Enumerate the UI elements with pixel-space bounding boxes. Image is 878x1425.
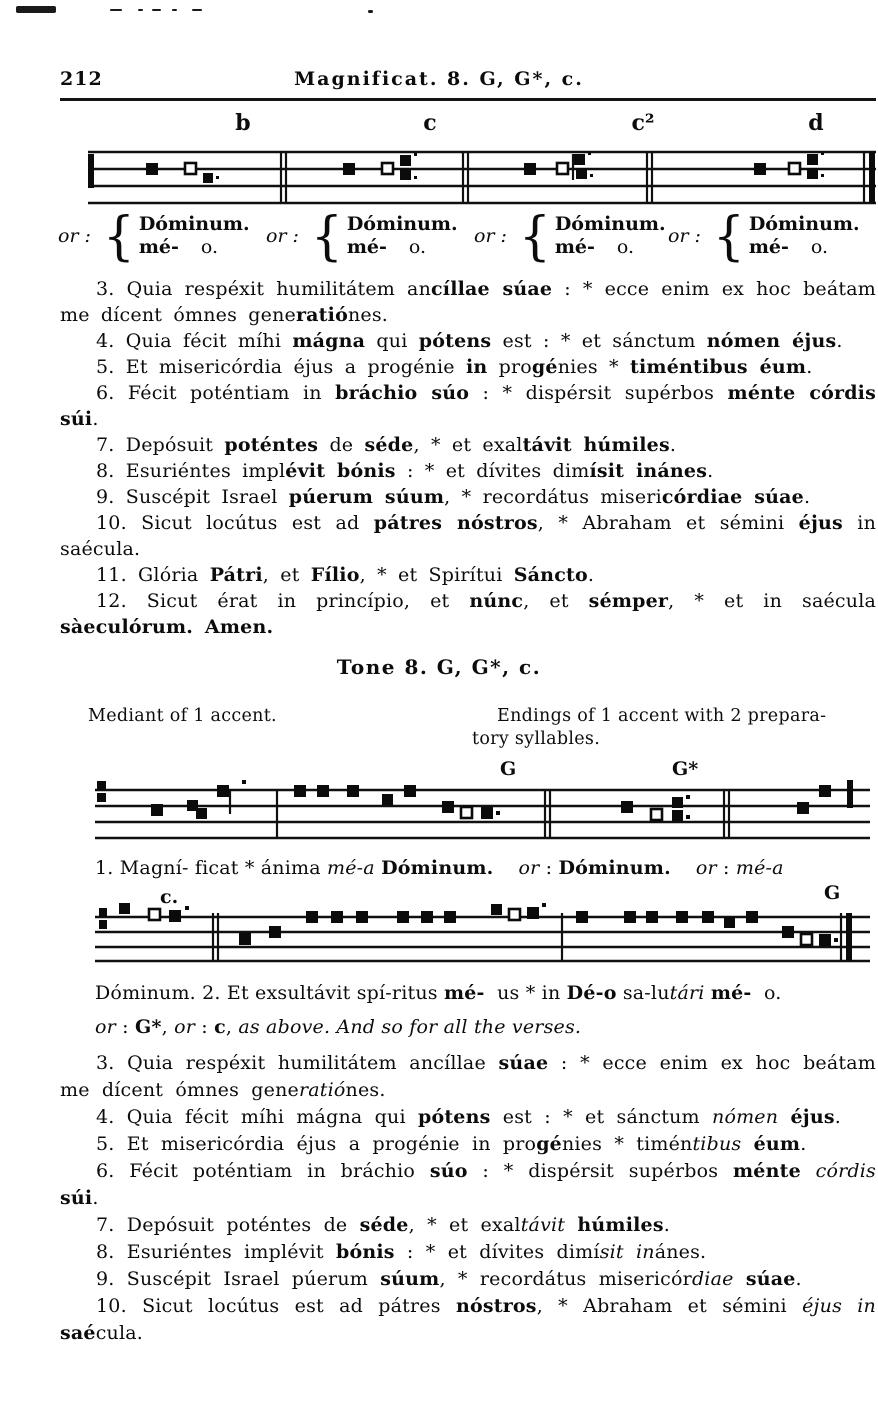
verse-6: 6. Fécit poténtiam in bráchio súo : * dispérsit supérbos ménte córdis súi. bbox=[60, 1160, 876, 1209]
verse-5: 5. Et misericórdia éjus a progénie in progénies * timéntibus éum. bbox=[96, 1133, 807, 1155]
curly-brace: { bbox=[311, 205, 343, 267]
or-choices bbox=[749, 213, 860, 259]
scan-artifact bbox=[110, 9, 122, 11]
verse-9: 9. Suscépit Israel púerum súum, * recordátus misericórdiae súae. bbox=[96, 486, 811, 508]
or-choice-meo: mé- o. bbox=[748, 236, 829, 258]
page-number: 212 bbox=[60, 68, 103, 90]
or-label: or : bbox=[266, 225, 306, 247]
or-alternative-c bbox=[266, 205, 458, 267]
or-choices bbox=[555, 213, 666, 259]
endings-caption-line1: Endings of 1 accent with 2 prepara- bbox=[497, 706, 827, 726]
verses-lower bbox=[60, 1050, 876, 1347]
scan-artifact bbox=[152, 9, 161, 11]
or-choice-dominum: Dóminum. bbox=[748, 213, 860, 235]
verse-8: 8. Esuriéntes implévit bónis : * et dívites dimísit inánes. bbox=[96, 460, 714, 482]
or-choices bbox=[139, 213, 250, 259]
ending-label-c: c bbox=[423, 110, 437, 136]
ending-label-c-dot: c. bbox=[160, 886, 179, 908]
verse-7: 7. Depósuit poténtes de séde, * et exaltávit húmiles. bbox=[96, 1214, 670, 1236]
verse-3: 3. Quia respéxit humilitátem ancíllae súae : * ecce enim ex hoc beátam me dícent ómnes generatiónes. bbox=[60, 1052, 876, 1101]
verse-12: 12. Sicut érat in princípio, et núnc, et sémper, * et in saécula sàeculórum. Amen. bbox=[60, 590, 877, 638]
chant-text-verse1: 1. Magní- ficat * ánima mé-a Dóminum. or : Dóminum. or : mé-a bbox=[95, 857, 784, 879]
or-alternative-c2 bbox=[474, 205, 666, 267]
or-choice-meo: mé- o. bbox=[346, 236, 427, 258]
endings-caption-line2: tory syllables. bbox=[472, 729, 601, 749]
verse-6: 6. Fécit poténtiam in bráchio súo : * dispérsit supérbos ménte córdis súi. bbox=[60, 382, 876, 430]
ending-label-d: d bbox=[808, 110, 824, 136]
mediant-caption: Mediant of 1 accent. bbox=[88, 706, 277, 726]
tone-heading: Tone 8. G, G*, c. bbox=[336, 655, 542, 679]
or-label: or : bbox=[668, 225, 708, 247]
chant-text-verse2: Dóminum. 2. Et exsultávit spí-ritus mé- us * in Dé-o sa-lutári mé- o. bbox=[95, 982, 782, 1004]
chant-staff-endings bbox=[88, 146, 876, 208]
or-alternative-b bbox=[58, 205, 250, 267]
or-choice-meo: mé- o. bbox=[138, 236, 219, 258]
or-label: or : bbox=[474, 225, 514, 247]
chant-staff-verse2 bbox=[95, 911, 870, 967]
curly-brace: { bbox=[103, 205, 135, 267]
or-choice-dominum: Dóminum. bbox=[346, 213, 458, 235]
or-label: or : bbox=[58, 225, 98, 247]
verse-9: 9. Suscépit Israel púerum súum, * recordátus misericórdiae súae. bbox=[96, 1268, 802, 1290]
scan-artifact bbox=[368, 10, 373, 13]
scan-artifact bbox=[138, 9, 143, 11]
verse-10: 10. Sicut locútus est ad pátres nóstros, * Abraham et sémini éjus in saécula. bbox=[60, 1295, 876, 1344]
ending-label-G: G bbox=[500, 758, 517, 780]
ending-label-b: b bbox=[235, 110, 251, 136]
verses-upper bbox=[60, 276, 876, 640]
ending-label-Gstar: G* bbox=[672, 758, 699, 780]
scan-artifact bbox=[192, 9, 202, 11]
ending-label-G2: G bbox=[824, 882, 841, 904]
chant-staff-mediant bbox=[95, 784, 870, 846]
or-choice-dominum: Dóminum. bbox=[138, 213, 250, 235]
or-choice-meo: mé- o. bbox=[554, 236, 635, 258]
verse-4: 4. Quia fécit míhi mágna qui pótens est : * et sánctum nómen éjus. bbox=[96, 330, 843, 352]
or-choices bbox=[347, 213, 458, 259]
ending-label-c2: c² bbox=[631, 110, 655, 136]
verse-11: 11. Glória Pátri, et Fílio, * et Spirítui Sáncto. bbox=[96, 564, 595, 586]
page-header-title: Magnificat. 8. G, G*, c. bbox=[294, 68, 584, 90]
verse-5: 5. Et misericórdia éjus a progénie in progénies * timéntibus éum. bbox=[96, 356, 813, 378]
scan-artifact bbox=[16, 6, 56, 13]
header-rule bbox=[60, 98, 876, 101]
scan-artifact bbox=[172, 9, 177, 11]
chant-text-rubric: or : G*, or : c, as above. And so for all the verses. bbox=[95, 1016, 582, 1038]
curly-brace: { bbox=[519, 205, 551, 267]
verse-4: 4. Quia fécit míhi mágna qui pótens est : * et sánctum nómen éjus. bbox=[96, 1106, 841, 1128]
verse-8: 8. Esuriéntes implévit bónis : * et dívites dimísit inánes. bbox=[96, 1241, 707, 1263]
or-alternative-d bbox=[668, 205, 860, 267]
curly-brace: { bbox=[713, 205, 745, 267]
or-choice-dominum: Dóminum. bbox=[554, 213, 666, 235]
verse-7: 7. Depósuit poténtes de séde, * et exaltávit húmiles. bbox=[96, 434, 677, 456]
verse-3: 3. Quia respéxit humilitátem ancíllae súae : * ecce enim ex hoc beátam me dícent ómnes generatiónes. bbox=[60, 278, 876, 326]
verse-10: 10. Sicut locútus est ad pátres nóstros, * Abraham et sémini éjus in saécula. bbox=[60, 512, 877, 560]
